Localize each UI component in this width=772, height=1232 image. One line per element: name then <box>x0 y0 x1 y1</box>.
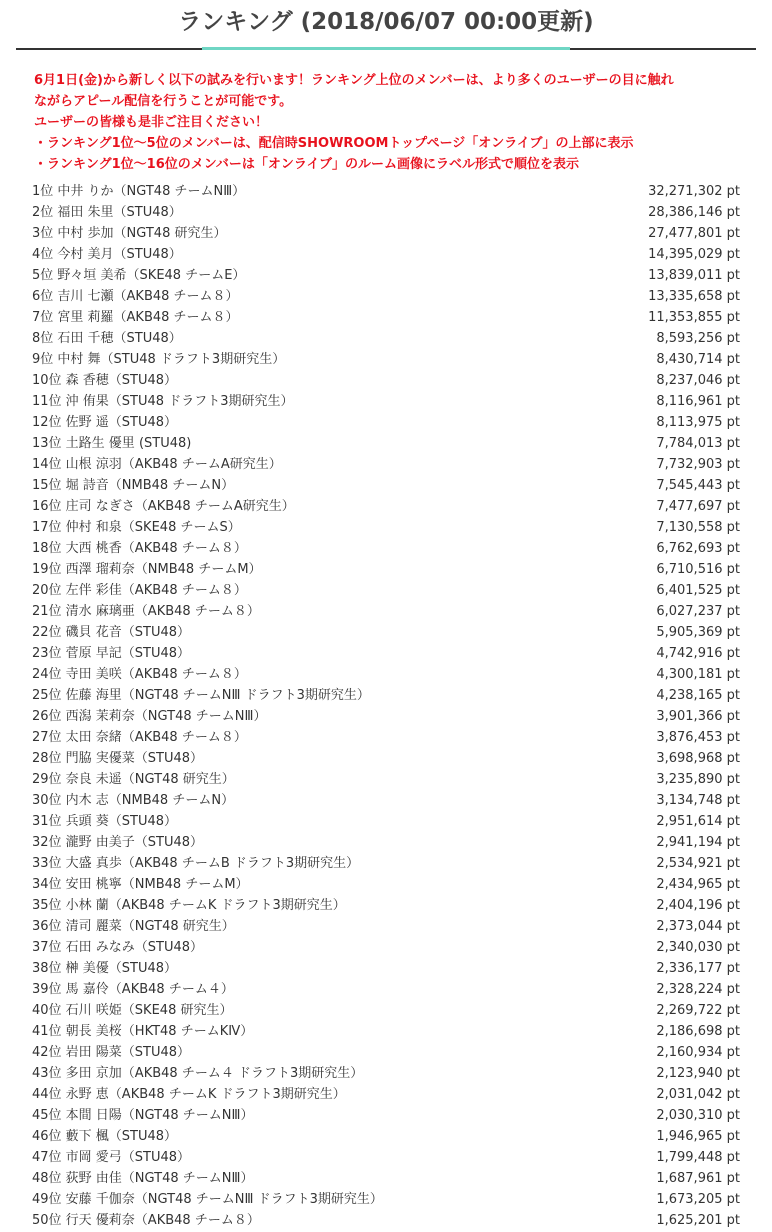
member-points: 7,130,558 pt <box>656 520 740 535</box>
ranking-row <box>32 958 740 979</box>
ranking-row <box>32 1147 740 1168</box>
member-points: 8,430,714 pt <box>656 352 740 367</box>
member-points: 3,134,748 pt <box>656 793 740 808</box>
member-points: 2,434,965 pt <box>656 877 740 892</box>
member-points: 2,951,614 pt <box>656 814 740 829</box>
member-name: 18位 大西 桃香（AKB48 チーム８） <box>32 541 247 556</box>
member-name: 26位 西潟 茉莉奈（NGT48 チームNⅢ） <box>32 709 267 724</box>
ranking-header <box>16 0 756 50</box>
notice-line: 6月1日(金)から新しく以下の試みを行います！ランキング上位のメンバーは、より多くのユーザーの目に触れ <box>34 73 674 88</box>
member-points: 27,477,801 pt <box>648 226 740 241</box>
member-points: 1,799,448 pt <box>656 1150 740 1165</box>
member-name: 31位 兵頭 葵（STU48） <box>32 814 178 829</box>
member-points: 7,784,013 pt <box>656 436 740 451</box>
member-name: 25位 佐藤 海里（NGT48 チームNⅢ ドラフト3期研究生） <box>32 688 370 703</box>
ranking-row <box>32 328 740 349</box>
member-points: 8,593,256 pt <box>656 331 740 346</box>
member-name: 35位 小林 蘭（AKB48 チームK ドラフト3期研究生） <box>32 898 346 913</box>
member-name: 20位 左伴 彩佳（AKB48 チーム８） <box>32 583 247 598</box>
member-name: 19位 西澤 瑠莉奈（NMB48 チームM） <box>32 562 262 577</box>
member-name: 50位 行天 優莉奈（AKB48 チーム８） <box>32 1213 260 1228</box>
ranking-row <box>32 1105 740 1126</box>
member-points: 2,160,934 pt <box>656 1045 740 1060</box>
ranking-row <box>32 1084 740 1105</box>
member-name: 41位 朝長 美桜（HKT48 チームKⅣ） <box>32 1024 254 1039</box>
member-name: 24位 寺田 美咲（AKB48 チーム８） <box>32 667 247 682</box>
member-points: 6,027,237 pt <box>656 604 740 619</box>
notice-line: ながらアピール配信を行うことが可能です。 <box>34 94 293 109</box>
ranking-row <box>32 811 740 832</box>
member-name: 38位 榊 美優（STU48） <box>32 961 178 976</box>
ranking-row <box>32 853 740 874</box>
member-name: 7位 宮里 莉羅（AKB48 チーム８） <box>32 310 239 325</box>
ranking-row <box>32 538 740 559</box>
member-name: 1位 中井 りか（NGT48 チームNⅢ） <box>32 184 246 199</box>
notice-line: ユーザーの皆様も是非ご注目ください！ <box>34 115 269 130</box>
ranking-list <box>0 181 772 1231</box>
member-name: 15位 堀 詩音（NMB48 チームN） <box>32 478 235 493</box>
member-points: 2,123,940 pt <box>656 1066 740 1081</box>
ranking-row <box>32 349 740 370</box>
ranking-row <box>32 979 740 1000</box>
member-points: 8,237,046 pt <box>656 373 740 388</box>
member-name: 3位 中村 歩加（NGT48 研究生） <box>32 226 227 241</box>
ranking-row <box>32 895 740 916</box>
member-name: 44位 永野 恵（AKB48 チームK ドラフト3期研究生） <box>32 1087 346 1102</box>
member-points: 3,901,366 pt <box>656 709 740 724</box>
member-name: 34位 安田 桃寧（NMB48 チームM） <box>32 877 249 892</box>
ranking-row <box>32 1126 740 1147</box>
member-name: 5位 野々垣 美希（SKE48 チームE） <box>32 268 246 283</box>
notice-line: ・ランキング1位〜16位のメンバーは「オンライブ」のルーム画像にラベル形式で順位を表示 <box>34 157 580 172</box>
notice-line: ・ランキング1位〜5位のメンバーは、配信時SHOWROOMトップページ「オンライブ」の上部に表示 <box>34 136 634 151</box>
ranking-row <box>32 433 740 454</box>
notice-box <box>34 70 756 175</box>
member-points: 2,030,310 pt <box>656 1108 740 1123</box>
ranking-row <box>32 1168 740 1189</box>
ranking-row <box>32 1189 740 1210</box>
member-points: 3,698,968 pt <box>656 751 740 766</box>
member-points: 11,353,855 pt <box>648 310 740 325</box>
ranking-row <box>32 412 740 433</box>
ranking-row <box>32 265 740 286</box>
ranking-row <box>32 1063 740 1084</box>
member-name: 47位 市岡 愛弓（STU48） <box>32 1150 191 1165</box>
member-name: 46位 藪下 楓（STU48） <box>32 1129 178 1144</box>
ranking-row <box>32 706 740 727</box>
ranking-row <box>32 391 740 412</box>
ranking-row <box>32 286 740 307</box>
member-points: 13,335,658 pt <box>648 289 740 304</box>
ranking-row <box>32 517 740 538</box>
member-points: 2,534,921 pt <box>656 856 740 871</box>
ranking-row <box>32 685 740 706</box>
member-name: 30位 内木 志（NMB48 チームN） <box>32 793 235 808</box>
member-points: 8,113,975 pt <box>656 415 740 430</box>
ranking-row <box>32 202 740 223</box>
member-name: 42位 岩田 陽菜（STU48） <box>32 1045 191 1060</box>
member-name: 14位 山根 涼羽（AKB48 チームA研究生） <box>32 457 282 472</box>
member-name: 27位 太田 奈緒（AKB48 チーム８） <box>32 730 247 745</box>
member-name: 49位 安藤 千伽奈（NGT48 チームNⅢ ドラフト3期研究生） <box>32 1192 383 1207</box>
ranking-row <box>32 1000 740 1021</box>
member-points: 14,395,029 pt <box>648 247 740 262</box>
member-points: 13,839,011 pt <box>648 268 740 283</box>
member-points: 2,336,177 pt <box>656 961 740 976</box>
member-name: 10位 森 香穂（STU48） <box>32 373 178 388</box>
member-name: 9位 中村 舞（STU48 ドラフト3期研究生） <box>32 352 286 367</box>
member-name: 12位 佐野 遥（STU48） <box>32 415 178 430</box>
ranking-row <box>32 244 740 265</box>
member-points: 6,401,525 pt <box>656 583 740 598</box>
member-points: 4,238,165 pt <box>656 688 740 703</box>
member-points: 6,710,516 pt <box>656 562 740 577</box>
member-points: 4,742,916 pt <box>656 646 740 661</box>
member-points: 3,235,890 pt <box>656 772 740 787</box>
member-points: 2,186,698 pt <box>656 1024 740 1039</box>
member-points: 2,373,044 pt <box>656 919 740 934</box>
member-name: 39位 馬 嘉伶（AKB48 チーム４） <box>32 982 234 997</box>
member-name: 23位 菅原 早記（STU48） <box>32 646 191 661</box>
ranking-row <box>32 1210 740 1231</box>
member-points: 7,477,697 pt <box>656 499 740 514</box>
ranking-row <box>32 580 740 601</box>
member-name: 22位 磯貝 花音（STU48） <box>32 625 191 640</box>
ranking-row <box>32 790 740 811</box>
ranking-row <box>32 748 740 769</box>
member-name: 8位 石田 千穂（STU48） <box>32 331 182 346</box>
ranking-row <box>32 1042 740 1063</box>
ranking-row <box>32 937 740 958</box>
member-points: 2,269,722 pt <box>656 1003 740 1018</box>
member-points: 7,545,443 pt <box>656 478 740 493</box>
member-name: 43位 多田 京加（AKB48 チーム４ ドラフト3期研究生） <box>32 1066 364 1081</box>
member-points: 4,300,181 pt <box>656 667 740 682</box>
ranking-row <box>32 307 740 328</box>
member-name: 2位 福田 朱里（STU48） <box>32 205 182 220</box>
ranking-row <box>32 727 740 748</box>
member-name: 29位 奈良 未遥（NGT48 研究生） <box>32 772 235 787</box>
ranking-row <box>32 475 740 496</box>
ranking-row <box>32 622 740 643</box>
member-name: 4位 今村 美月（STU48） <box>32 247 182 262</box>
member-name: 13位 土路生 優里 (STU48) <box>32 436 192 451</box>
member-name: 28位 門脇 実優菜（STU48） <box>32 751 204 766</box>
ranking-row <box>32 223 740 244</box>
member-name: 16位 庄司 なぎさ（AKB48 チームA研究生） <box>32 499 295 514</box>
member-points: 6,762,693 pt <box>656 541 740 556</box>
member-points: 1,625,201 pt <box>656 1213 740 1228</box>
ranking-row <box>32 454 740 475</box>
ranking-row <box>32 832 740 853</box>
member-name: 11位 沖 侑果（STU48 ドラフト3期研究生） <box>32 394 294 409</box>
member-name: 33位 大盛 真歩（AKB48 チームB ドラフト3期研究生） <box>32 856 360 871</box>
member-name: 37位 石田 みなみ（STU48） <box>32 940 204 955</box>
ranking-row <box>32 916 740 937</box>
member-points: 2,404,196 pt <box>656 898 740 913</box>
member-points: 1,946,965 pt <box>656 1129 740 1144</box>
member-name: 48位 荻野 由佳（NGT48 チームNⅢ） <box>32 1171 254 1186</box>
ranking-row <box>32 370 740 391</box>
member-points: 2,328,224 pt <box>656 982 740 997</box>
member-points: 28,386,146 pt <box>648 205 740 220</box>
member-points: 1,673,205 pt <box>656 1192 740 1207</box>
member-name: 21位 清水 麻璃亜（AKB48 チーム８） <box>32 604 260 619</box>
member-name: 32位 瀧野 由美子（STU48） <box>32 835 204 850</box>
member-points: 1,687,961 pt <box>656 1171 740 1186</box>
ranking-row <box>32 664 740 685</box>
member-name: 45位 本間 日陽（NGT48 チームNⅢ） <box>32 1108 254 1123</box>
page-title: ランキング (2018/06/07 00:00更新) <box>178 9 594 35</box>
member-points: 2,340,030 pt <box>656 940 740 955</box>
member-name: 6位 吉川 七瀬（AKB48 チーム８） <box>32 289 239 304</box>
member-points: 2,941,194 pt <box>656 835 740 850</box>
member-points: 8,116,961 pt <box>656 394 740 409</box>
ranking-row <box>32 769 740 790</box>
title-accent-line <box>202 47 570 50</box>
member-points: 3,876,453 pt <box>656 730 740 745</box>
ranking-row <box>32 181 740 202</box>
ranking-row <box>32 559 740 580</box>
ranking-row <box>32 874 740 895</box>
member-points: 2,031,042 pt <box>656 1087 740 1102</box>
member-name: 40位 石川 咲姫（SKE48 研究生） <box>32 1003 233 1018</box>
member-name: 36位 清司 麗菜（NGT48 研究生） <box>32 919 235 934</box>
member-name: 17位 仲村 和泉（SKE48 チームS） <box>32 520 241 535</box>
ranking-row <box>32 496 740 517</box>
ranking-row <box>32 643 740 664</box>
ranking-row <box>32 1021 740 1042</box>
ranking-row <box>32 601 740 622</box>
member-points: 5,905,369 pt <box>656 625 740 640</box>
member-points: 32,271,302 pt <box>648 184 740 199</box>
member-points: 7,732,903 pt <box>656 457 740 472</box>
